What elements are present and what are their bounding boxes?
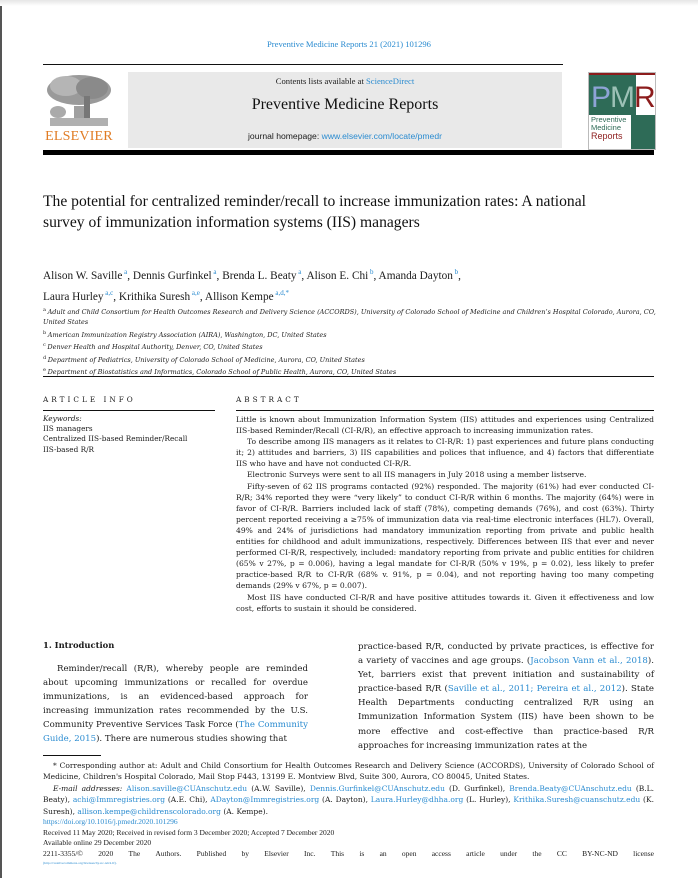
abstract-paragraph: Little is known about Immunization Information System (IIS) attitudes and experiences using Centralized IIS-based Reminder/Recall (CI-R/R), an effective approach to increasing immunization rates. [236, 415, 654, 436]
doi-link[interactable]: https://doi.org/10.1016/j.pmedr.2020.101296 [43, 817, 178, 826]
abstract-paragraph: Electronic Surveys were sent to all IIS managers in July 2018 using a member listserve. [247, 470, 587, 480]
license-statement [43, 849, 654, 860]
cover-letter-r: R [634, 81, 655, 114]
license-word: is [359, 848, 365, 858]
cover-green-block-lower [631, 115, 655, 149]
email-owner: (A.E. Chi), [165, 795, 211, 805]
affiliation-text: Adult and Child Consortium for Health Outcomes Research and Delivery Science (ACCORDS), University of Colorado School of Medicine and Children’s Hospital Colorado, Aurora, CO, United States [43, 308, 656, 327]
author-affiliation-marker[interactable]: a [122, 268, 128, 276]
license-word: under [500, 848, 518, 858]
affiliation-text: Denver Health and Hospital Authority, Denver, CO, United States [47, 343, 263, 352]
license-word: access [431, 848, 451, 858]
journal-homepage-link[interactable]: www.elsevier.com/locate/pmedr [321, 131, 442, 141]
author-separator: , [301, 269, 307, 282]
license-word: 2211-3355/© [43, 848, 84, 858]
window-left-edge [0, 0, 2, 878]
license-word: by [241, 848, 249, 858]
abstract-heading: ABSTRACT [236, 395, 302, 404]
affiliation-text: Department of Biostatistics and Informatics, Colorado School of Public Health, Aurora, CO, United States [47, 368, 397, 377]
header-bottom-rule [43, 150, 654, 155]
introduction-paragraph [43, 662, 308, 747]
window-top-shadow [0, 0, 698, 6]
citation-link[interactable]: The Community Guide, 2015 [43, 720, 308, 745]
keyword-item: Centralized IIS-based Reminder/Recall [43, 434, 188, 444]
affiliation-key: a [43, 307, 48, 313]
corresponding-author-text: * Corresponding author at: Adult and Child Consortium for Health Outcomes Research and Delivery Science (ACCORDS), University of Colorado School of Medicine, Children's Hospital Colorado, Mail Stop F443, 13199 E. Montview Blvd, Suite 300, Aurora, CO 80045, United States. [43, 761, 654, 782]
license-word: license [633, 848, 654, 858]
abstract-paragraph: To describe among IIS managers as it relates to CI-R/R: 1) past experiences and future plans conducting it; 2) attitudes and barriers, 3) IIS capabilities and polices that influence, and 4) factors that differentiate IIS who have and have not conducted CI-R/R. [236, 437, 654, 469]
contents-available-line [128, 76, 562, 86]
affiliation-key: c [43, 342, 48, 349]
email-addresses [43, 783, 654, 817]
author-separator: , [127, 269, 133, 282]
affiliation-item [43, 328, 663, 340]
intro-text: Reminder/recall (R/R), whereby people are reminded about upcoming immunizations or recalled for overdue immunizations, is an evidenced-based approach for increasing immunization rates recommended by the U.S. Community Preventive Services Task Force ( [43, 664, 308, 731]
citation-link[interactable]: Jacobson Vann et al., 2018 [530, 656, 648, 667]
article-title: The potential for centralized reminder/recall to increase immunization rates: A national survey of immunization information systems (IIS) managers [43, 193, 586, 231]
author-affiliation-marker[interactable]: a [211, 268, 217, 276]
author-list [43, 264, 663, 306]
affiliation-key: b [43, 329, 48, 336]
elsevier-wordmark: ELSEVIER [45, 129, 113, 144]
author-separator: , [113, 290, 119, 303]
cover-red-stripe [589, 73, 655, 75]
affiliation-list [43, 305, 663, 378]
email-link[interactable]: Laura.Hurley@dhha.org [370, 795, 464, 805]
received-dates: Received 11 May 2020; Received in revised form 3 December 2020; Accepted 7 December 2020 [43, 827, 335, 837]
journal-homepage-line [128, 131, 562, 141]
author-name[interactable]: Laura Hurley [43, 290, 104, 303]
abstract-body [236, 414, 654, 614]
license-word: This [330, 848, 345, 858]
email-owner: (B.L. Beaty), [43, 783, 655, 805]
affiliation-item [43, 340, 663, 352]
footnote-rule [43, 755, 101, 756]
affiliation-text: American Immunization Registry Association (AIRA), Washington, DC, United States [47, 330, 327, 339]
email-link[interactable]: allison.kempe@childrenscolorado.org [77, 806, 221, 816]
license-word: open [401, 848, 417, 858]
license-word: CC [556, 848, 567, 858]
author-name[interactable]: Amanda Dayton [378, 269, 453, 282]
license-word: The [128, 848, 141, 858]
email-owner: (D. Gurfinkel), [444, 783, 510, 793]
cover-letter-p: P [591, 81, 611, 114]
author-name[interactable]: Dennis Gurfinkel [132, 269, 212, 282]
license-word: Published [196, 848, 227, 858]
license-word: article [466, 848, 485, 858]
journal-reference[interactable]: Preventive Medicine Reports 21 (2021) 101296 [267, 39, 431, 49]
affiliation-item [43, 353, 663, 365]
email-owner: (K. Suresh), [43, 795, 654, 816]
author-affiliation-marker[interactable]: a [296, 268, 302, 276]
author-affiliation-marker[interactable]: a,c [103, 288, 114, 297]
cover-line-3: Reports [591, 131, 623, 141]
author-affiliation-marker[interactable]: b [452, 268, 459, 276]
keyword-item: IIS managers [43, 424, 93, 434]
contents-prefix: Contents lists available at [275, 76, 364, 86]
author-separator: , [216, 269, 223, 282]
author-affiliation-marker[interactable]: a,e [190, 288, 200, 297]
author-name[interactable]: Alison W. Saville [43, 269, 123, 282]
sciencedirect-link[interactable]: ScienceDirect [366, 76, 415, 86]
author-name[interactable]: Brenda L. Beaty [222, 269, 297, 282]
citation-link[interactable]: Saville et al., 2011; Pereira et al., 2012 [447, 684, 622, 695]
license-word: Inc. [304, 848, 316, 858]
author-separator: , [199, 290, 205, 303]
license-word: 2020 [98, 848, 114, 858]
keywords-block [43, 414, 223, 455]
license-url-link[interactable]: (http://creativecommons.org/licenses/by-nc-nd/4.0/). [43, 861, 117, 866]
email-link[interactable]: achi@Immregistries.org [72, 795, 166, 805]
affiliation-item [43, 305, 663, 328]
affiliation-text: Department of Pediatrics, University of Colorado School of Medicine, Aurora, CO, United States [47, 355, 365, 364]
journal-title: Preventive Medicine Reports [251, 96, 439, 113]
author-name[interactable]: Allison Kempe [204, 290, 274, 303]
intro-text: ). There are numerous studies showing that [96, 734, 287, 745]
abstract-rule [236, 410, 654, 411]
cover-line-1: Preventive [591, 115, 627, 124]
email-link[interactable]: ADayton@Immregistries.org [210, 795, 320, 805]
author-affiliation-marker[interactable]: b [368, 268, 374, 276]
journal-cover-thumbnail[interactable] [588, 72, 656, 150]
author-affiliation-marker[interactable]: a,d,* [273, 288, 289, 297]
cover-pmr-letters [591, 83, 655, 113]
keywords-label: Keywords: [43, 414, 82, 423]
email-label: E-mail addresses: [53, 783, 123, 793]
abstract-paragraph: Most IIS have conducted CI-R/R and have positive attitudes towards it. Given it effectiveness and low cost, efforts to sustain it should be considered. [236, 592, 654, 613]
affiliations-rule [43, 376, 654, 377]
homepage-prefix: journal homepage: [248, 131, 320, 141]
abstract-paragraph: Fifty-seven of 62 IIS programs contacted (92%) responded. The majority (61%) had ever conducted CI-R/R; 34% reported they were “very likely” to conduct CI-R/R within 6 months. The majority (64%) were in favor of CI-R/R. Barriers included lack of staff (78%), competing demands (76%), and cost (63%). Thirty percent reported receiving a ≥75% of immunization data via real-time electronic interfaces (HL7). Overall, 49% and 24% of jurisdictions had mandatory immunization reporting from private and public health entities for childhood and adult immunizations, respectively. Differences between IIS that ever and never performed CI-R/R, respectively, included: mandatory reporting from private and public entities for children (65% v 27%, p = 0.006), having a legal mandate for CI-R/R (50% v 19%, p = 0.02), less likely to prefer practice-based R/R to CI-R/R (68% v. 91%, p = 0.04), and not reporting having too many competing demands (29% v 67%, p = 0.007). [236, 481, 654, 591]
article-info-heading: ARTICLE INFO [43, 395, 136, 404]
cover-subtitle [591, 116, 626, 140]
license-word: Elsevier [264, 848, 289, 858]
affiliation-key: d [43, 354, 48, 361]
email-owner: (L. Hurley), [463, 795, 514, 805]
introduction-paragraph-continued [358, 640, 654, 753]
elsevier-tree-icon [44, 72, 114, 128]
journal-masthead [128, 72, 562, 148]
email-link[interactable]: Brenda.Beaty@CUAnschutz.edu [509, 783, 632, 793]
author-separator: , [373, 269, 379, 282]
license-word: BY-NC-ND [582, 848, 618, 858]
email-owner: (A. Kempe). [220, 806, 268, 816]
publication-info [43, 817, 654, 867]
introduction-right-column [358, 640, 654, 753]
article-info-rule [43, 410, 215, 411]
header-top-rule [43, 64, 563, 65]
cover-letter-m: M [610, 81, 635, 114]
author-name[interactable]: Alison E. Chi [306, 269, 369, 282]
author-separator: , [458, 269, 461, 282]
affiliation-key: e [43, 367, 48, 374]
keyword-item: IIS-based R/R [43, 444, 95, 454]
intro-text: practice-based R/R, conducted by private practices, is effective for a variety of vaccines and age groups. ( [358, 642, 654, 667]
introduction-left-column [43, 662, 308, 747]
email-owner: (A. Dayton), [319, 795, 371, 805]
introduction-heading: 1. Introduction [43, 640, 115, 650]
email-link[interactable]: Dennis.Gurfinkel@CUAnschutz.edu [309, 783, 445, 793]
author-name[interactable]: Krithika Suresh [118, 290, 191, 303]
intro-text: ). Yet, barriers exist that prevent initiation and sustainability of practice-based R/R ( [358, 656, 654, 695]
elsevier-logo[interactable] [44, 72, 114, 148]
corresponding-author-footnote [43, 760, 654, 817]
license-word: the [532, 848, 542, 858]
license-word: an [379, 848, 387, 858]
cover-line-2: Medicine [591, 123, 622, 132]
intro-text: ). State Health Departments conducting centralized R/R using an Immunization Information System (IIS) have been shown to be more effective and cost-effective than practice-based R/R approaches for increasing immunization rates at the [358, 684, 654, 751]
available-online-date: Available online 29 December 2020 [43, 838, 152, 848]
license-word: Authors. [155, 848, 182, 858]
email-link[interactable]: Alison.saville@CUAnschutz.edu [126, 783, 248, 793]
email-owner: (A.W. Saville), [247, 783, 310, 793]
email-link[interactable]: Krithika.Suresh@cuanschutz.edu [513, 795, 641, 805]
